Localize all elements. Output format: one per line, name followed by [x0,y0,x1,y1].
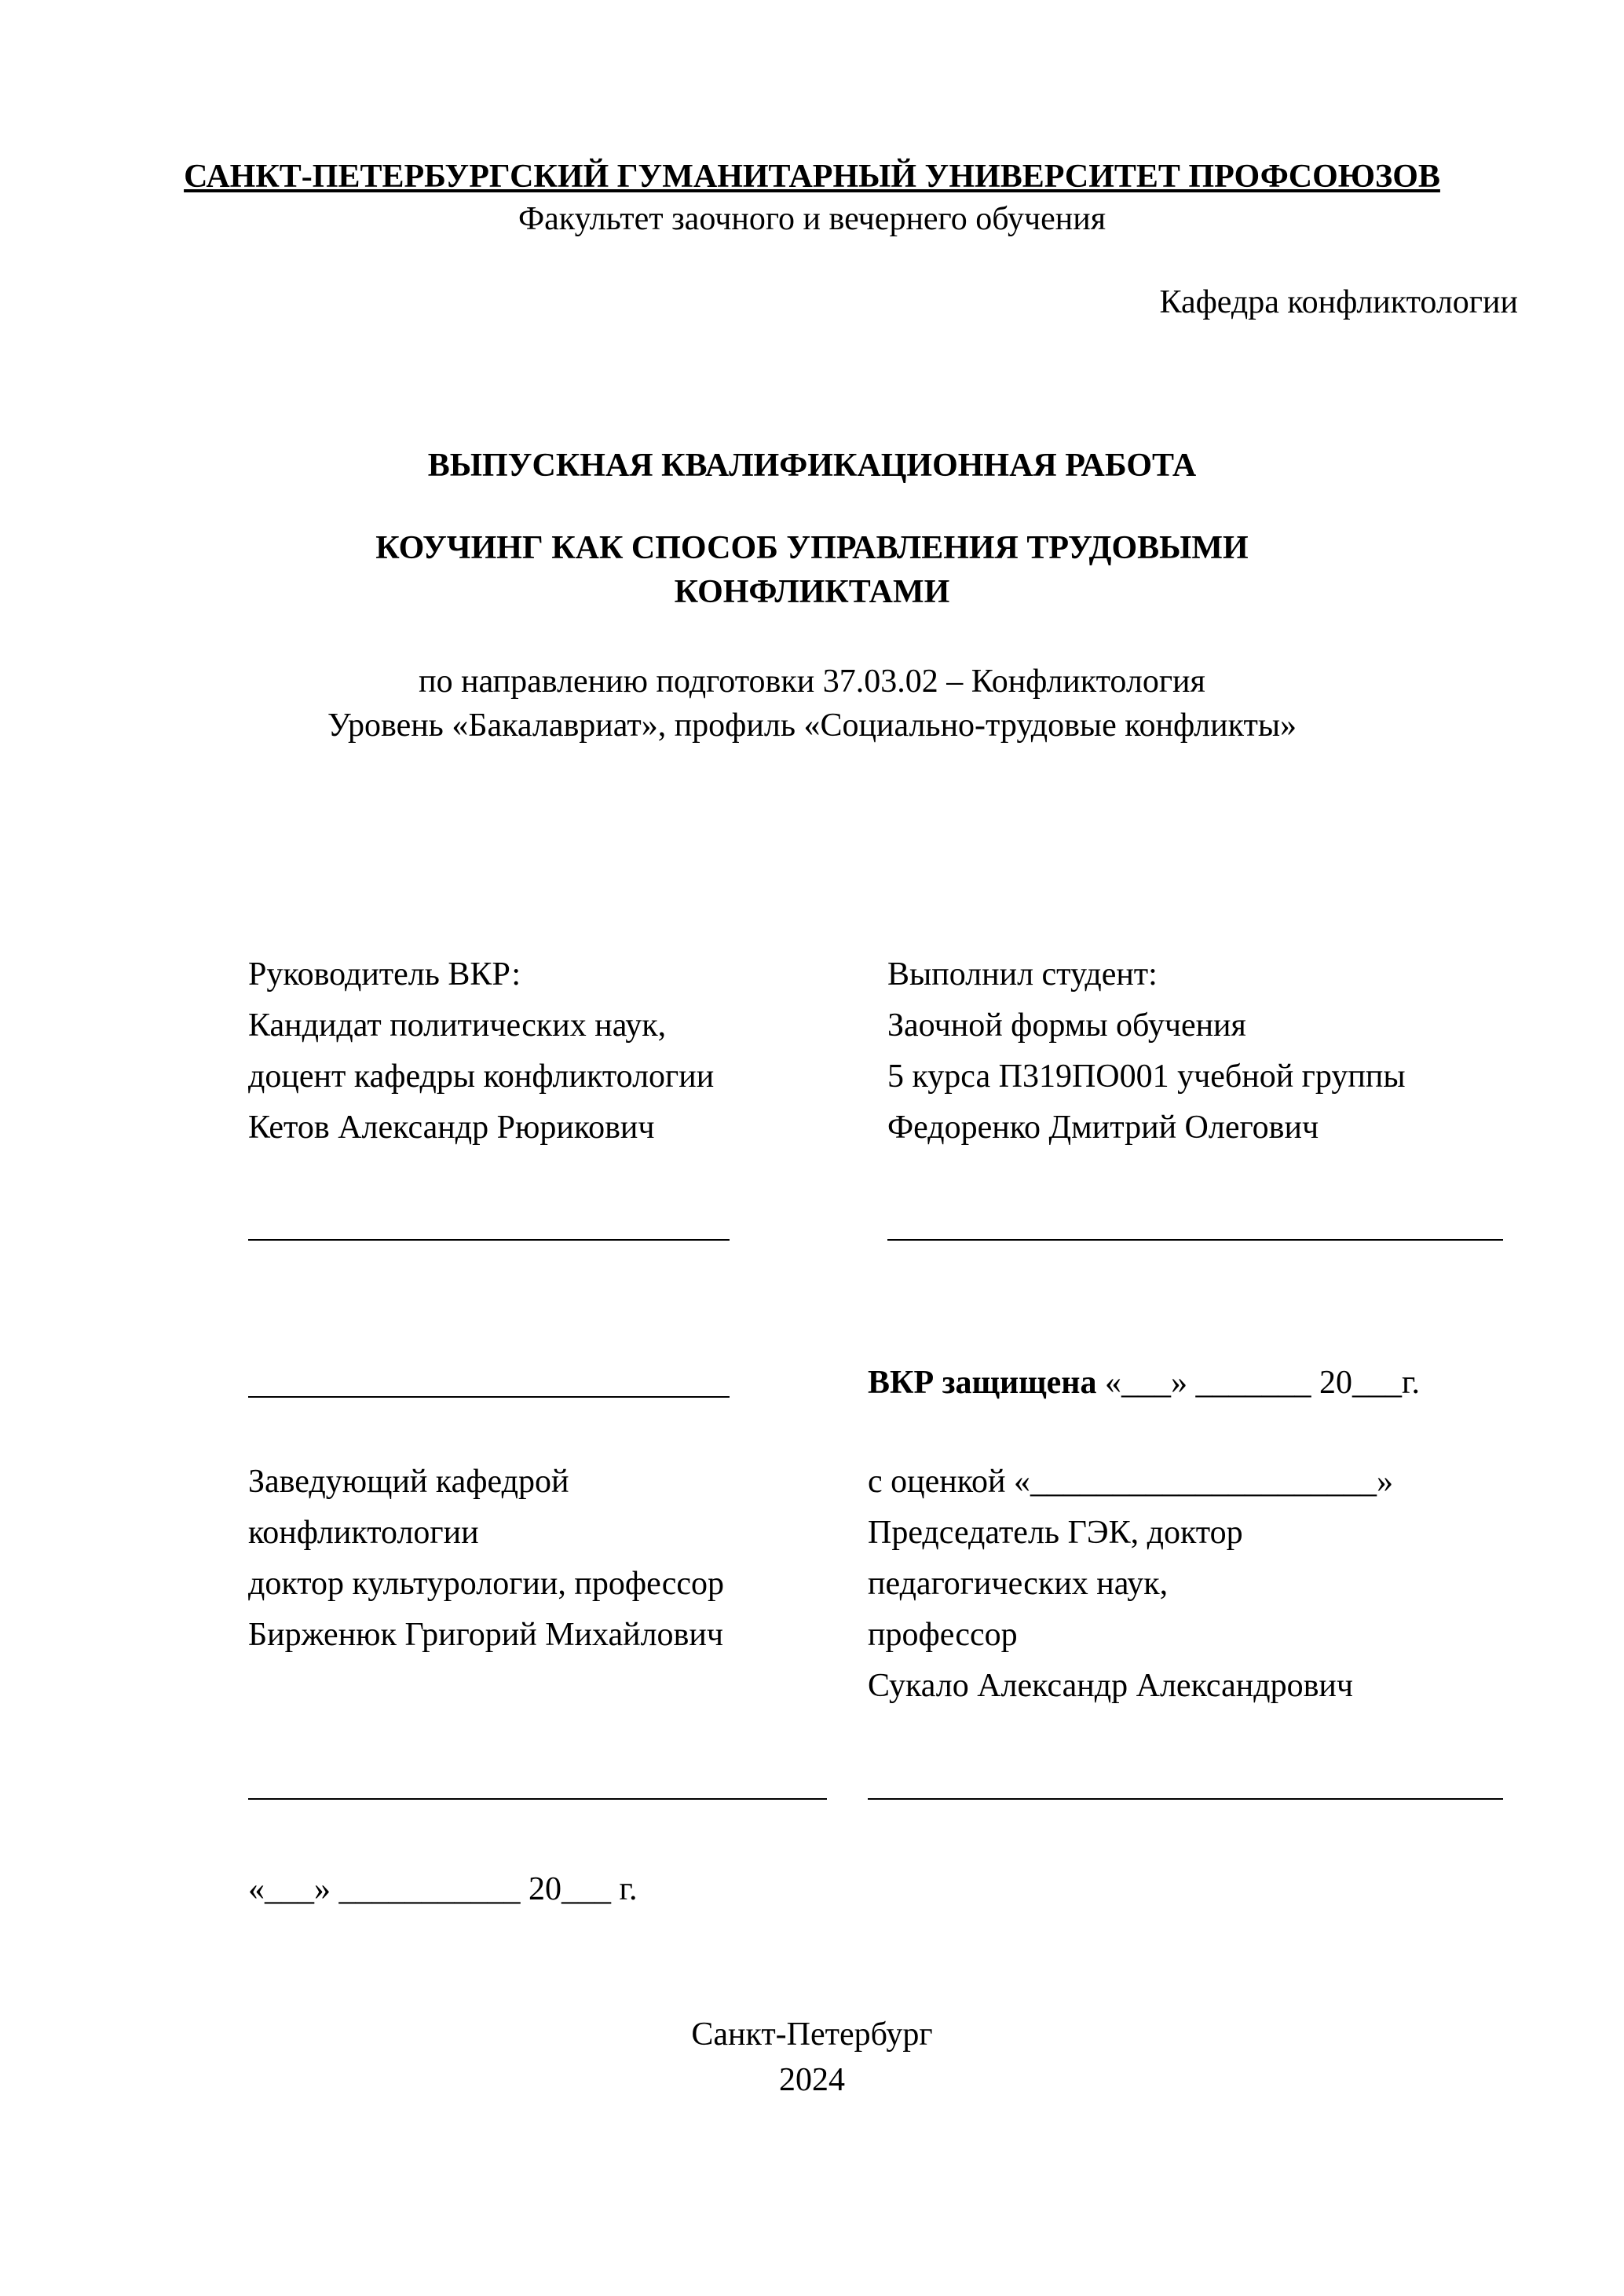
supervisor-label: Руководитель ВКР: [248,956,521,993]
year: 2024 [779,2062,845,2098]
topic-title-line2: КОНФЛИКТАМИ [674,574,950,610]
faculty-name: Факультет заочного и вечернего обучения [518,201,1106,237]
student-study-form: Заочной формы обучения [887,1007,1246,1044]
student-group: 5 курса П319ПО001 учебной группы [887,1058,1406,1095]
supervisor-signature-line [248,1239,730,1241]
chair-signature-line [868,1798,1503,1800]
study-direction: по направлению подготовки 37.03.02 – Конфликтология [419,664,1205,700]
head-title-line3: доктор культурологии, профессор [248,1566,725,1602]
study-level: Уровень «Бакалавриат», профиль «Социально-трудовые конфликты» [327,707,1297,744]
defense-grade: с оценкой «_____________________» [868,1464,1393,1500]
student-label: Выполнил студент: [887,956,1158,993]
head-name: Бирженюк Григорий Михайлович [248,1617,723,1653]
supervisor-position: доцент кафедры конфликтологии [248,1058,715,1095]
supervisor-degree: Кандидат политических наук, [248,1007,667,1044]
topic-title-line1: КОУЧИНГ КАК СПОСОБ УПРАВЛЕНИЯ ТРУДОВЫМИ [375,530,1249,566]
defense-statement [868,1366,1420,1399]
chair-title-line2: педагогических наук, [868,1566,1169,1602]
supervisor-name: Кетов Александр Рюрикович [248,1110,655,1146]
chair-name: Сукало Александр Александрович [868,1668,1354,1704]
chair-title-line3: профессор [868,1617,1018,1653]
date-blank: «___» ___________ 20___ г. [248,1871,638,1907]
department-name: Кафедра конфликтологии [1159,284,1518,320]
student-signature-line [887,1239,1503,1241]
student-name: Федоренко Дмитрий Олегович [887,1110,1319,1146]
head-signature-line [248,1798,827,1800]
city: Санкт-Петербург [691,2016,933,2053]
defense-date-blank: «___» _______ 20___г. [1104,1365,1420,1401]
university-name: САНКТ-ПЕТЕРБУРГСКИЙ ГУМАНИТАРНЫЙ УНИВЕРСИТЕТ ПРОФСОЮЗОВ [184,159,1440,195]
head-title-line1: Заведующий кафедрой [248,1464,569,1500]
head-title-line2: конфликтологии [248,1515,479,1551]
work-type-heading: ВЫПУСКНАЯ КВАЛИФИКАЦИОННАЯ РАБОТА [427,448,1197,484]
defense-label: ВКР защищена [868,1365,1097,1401]
signature-line [248,1396,730,1398]
chair-title-line1: Председатель ГЭК, доктор [868,1515,1243,1551]
